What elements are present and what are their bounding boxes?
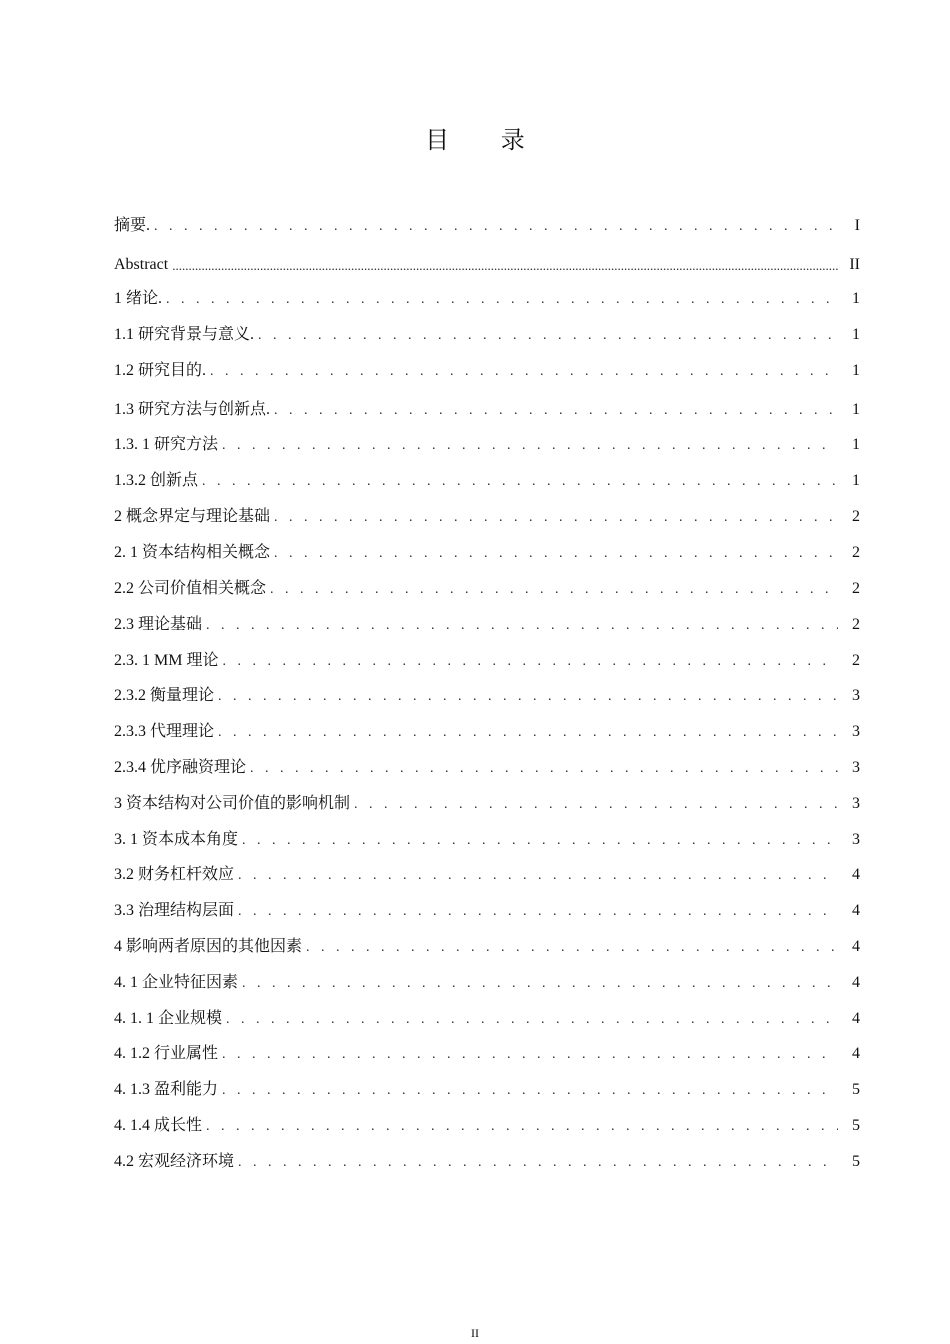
- toc-entry-page: II: [849, 256, 860, 273]
- toc-entry-label: 2 概念界定与理论基础: [114, 508, 271, 525]
- toc-entry-label: 2.3.3 代理理论: [114, 723, 215, 740]
- toc-entry-label: 4. 1.2 行业属性: [114, 1045, 219, 1062]
- toc-entry[interactable]: [114, 1042, 860, 1066]
- toc-entry-label: 摘要.: [114, 217, 151, 234]
- toc-entry-label: 1.1 研究背景与意义.: [114, 326, 255, 343]
- toc-entry-label: 2.3.2 衡量理论: [114, 687, 215, 704]
- toc-leader-dots: [222, 1044, 838, 1066]
- page-number: II: [471, 1326, 479, 1340]
- toc-entry[interactable]: [114, 792, 860, 816]
- toc-entry[interactable]: [114, 613, 860, 637]
- toc-entry-page: 1: [852, 401, 860, 418]
- toc-entry[interactable]: [114, 720, 860, 744]
- toc-entry-page: 1: [852, 436, 860, 453]
- toc-leader-dots: [218, 722, 838, 744]
- toc-entry-label: 4. 1.4 成长性: [114, 1117, 203, 1134]
- toc-entry-page: 1: [852, 362, 860, 379]
- toc-leader-dots: [238, 901, 838, 923]
- toc-entry[interactable]: [114, 505, 860, 529]
- toc-entry-label: 3.3 治理结构层面: [114, 902, 235, 919]
- toc-entry-label: 4. 1.3 盈利能力: [114, 1081, 219, 1098]
- toc-leader-dots: [218, 686, 838, 708]
- toc-entry-page: 5: [852, 1081, 860, 1098]
- toc-entry-label: 2.3. 1 MM 理论: [114, 652, 219, 669]
- toc-entry-page: 1: [852, 326, 860, 343]
- toc-entry-page: 4: [852, 1010, 860, 1027]
- toc-leader-dots: [238, 865, 838, 887]
- toc-entry[interactable]: [114, 899, 860, 923]
- toc-entry-label: Abstract: [114, 256, 169, 273]
- toc-entry-label: 1.3. 1 研究方法: [114, 436, 219, 453]
- toc-leader-dots: [270, 579, 838, 601]
- toc-entry-label: 2.2 公司价值相关概念: [114, 580, 267, 597]
- toc-entry-page: 5: [852, 1117, 860, 1134]
- toc-entry[interactable]: [114, 469, 860, 493]
- toc-entry-page: 3: [852, 759, 860, 776]
- toc-entry-page: 3: [852, 795, 860, 812]
- toc-entry-page: 4: [852, 974, 860, 991]
- toc-entry[interactable]: [114, 287, 860, 311]
- toc-leader-dots: [306, 937, 838, 959]
- toc-leader-dots: [226, 1009, 838, 1031]
- toc-leader-dots: [250, 758, 838, 780]
- toc-entry-page: 2: [852, 580, 860, 597]
- toc-entry-label: 3 资本结构对公司价值的影响机制: [114, 795, 351, 812]
- toc-entry[interactable]: [114, 214, 860, 238]
- toc-leader-dots: [242, 830, 838, 852]
- toc-entry[interactable]: [114, 359, 860, 383]
- toc-leader-dots: [258, 325, 838, 347]
- page-title: 目 录: [425, 126, 547, 154]
- toc-leader-dots: [274, 507, 838, 529]
- toc-entry[interactable]: [114, 541, 860, 565]
- toc-entry[interactable]: [114, 649, 860, 673]
- toc-entry-label: 1.2 研究目的.: [114, 362, 207, 379]
- toc-leader-dots: [172, 255, 838, 277]
- toc-entry[interactable]: [114, 253, 860, 277]
- toc-entry[interactable]: [114, 971, 860, 995]
- toc-entry-page: 2: [852, 652, 860, 669]
- toc-entry[interactable]: [114, 1007, 860, 1031]
- toc-entry[interactable]: [114, 433, 860, 457]
- toc-leader-dots: [154, 216, 838, 238]
- toc-entry[interactable]: [114, 935, 860, 959]
- toc-entry-page: 3: [852, 687, 860, 704]
- toc-entry-page: 3: [852, 831, 860, 848]
- toc-entry[interactable]: [114, 323, 860, 347]
- toc-leader-dots: [354, 794, 838, 816]
- toc-entry[interactable]: [114, 1078, 860, 1102]
- toc-entry-page: 2: [852, 616, 860, 633]
- toc-entry-page: 4: [852, 902, 860, 919]
- toc-entry-page: I: [854, 217, 860, 234]
- toc-entry-label: 2.3 理论基础: [114, 616, 203, 633]
- toc-entry-label: 1.3 研究方法与创新点.: [114, 401, 271, 418]
- toc-entry-page: 2: [852, 544, 860, 561]
- toc-entry-page: 3: [852, 723, 860, 740]
- toc-leader-dots: [210, 361, 838, 383]
- toc-leader-dots: [206, 1116, 838, 1138]
- toc-entry-page: 5: [852, 1153, 860, 1170]
- toc-entry-label: 2.3.4 优序融资理论: [114, 759, 247, 776]
- toc-entry-label: 1 绪论.: [114, 290, 163, 307]
- toc-entry-label: 1.3.2 创新点: [114, 472, 199, 489]
- toc-entry-label: 3.2 财务杠杆效应: [114, 866, 235, 883]
- toc-entry-page: 2: [852, 508, 860, 525]
- toc-entry-label: 3. 1 资本成本角度: [114, 831, 239, 848]
- toc-leader-dots: [274, 400, 838, 422]
- toc-leader-dots: [202, 471, 838, 493]
- toc-leader-dots: [242, 973, 838, 995]
- toc-leader-dots: [222, 435, 838, 457]
- toc-entry-label: 4. 1. 1 企业规模: [114, 1010, 223, 1027]
- toc-entry-label: 4 影响两者原因的其他因素: [114, 938, 303, 955]
- toc-leader-dots: [222, 1080, 838, 1102]
- toc-entry[interactable]: [114, 398, 860, 422]
- toc-entry-label: 4.2 宏观经济环境: [114, 1153, 235, 1170]
- toc-leader-dots: [274, 543, 838, 565]
- toc-entry-page: 4: [852, 938, 860, 955]
- toc-entry[interactable]: [114, 828, 860, 852]
- toc-entry[interactable]: [114, 863, 860, 887]
- toc-entry-page: 1: [852, 472, 860, 489]
- toc-entry[interactable]: [114, 1114, 860, 1138]
- toc-entry-label: 2. 1 资本结构相关概念: [114, 544, 271, 561]
- toc-leader-dots: [238, 1152, 838, 1174]
- toc-entry[interactable]: [114, 756, 860, 780]
- toc-entry-page: 4: [852, 1045, 860, 1062]
- toc-entry[interactable]: [114, 684, 860, 708]
- toc-entry-page: 1: [852, 290, 860, 307]
- toc-entry-page: 4: [852, 866, 860, 883]
- toc-entry-label: 4. 1 企业特征因素: [114, 974, 239, 991]
- toc-entry[interactable]: [114, 1150, 860, 1174]
- toc-leader-dots: [206, 615, 838, 637]
- toc-leader-dots: [166, 289, 838, 311]
- toc-entry[interactable]: [114, 577, 860, 601]
- toc-leader-dots: [222, 651, 838, 673]
